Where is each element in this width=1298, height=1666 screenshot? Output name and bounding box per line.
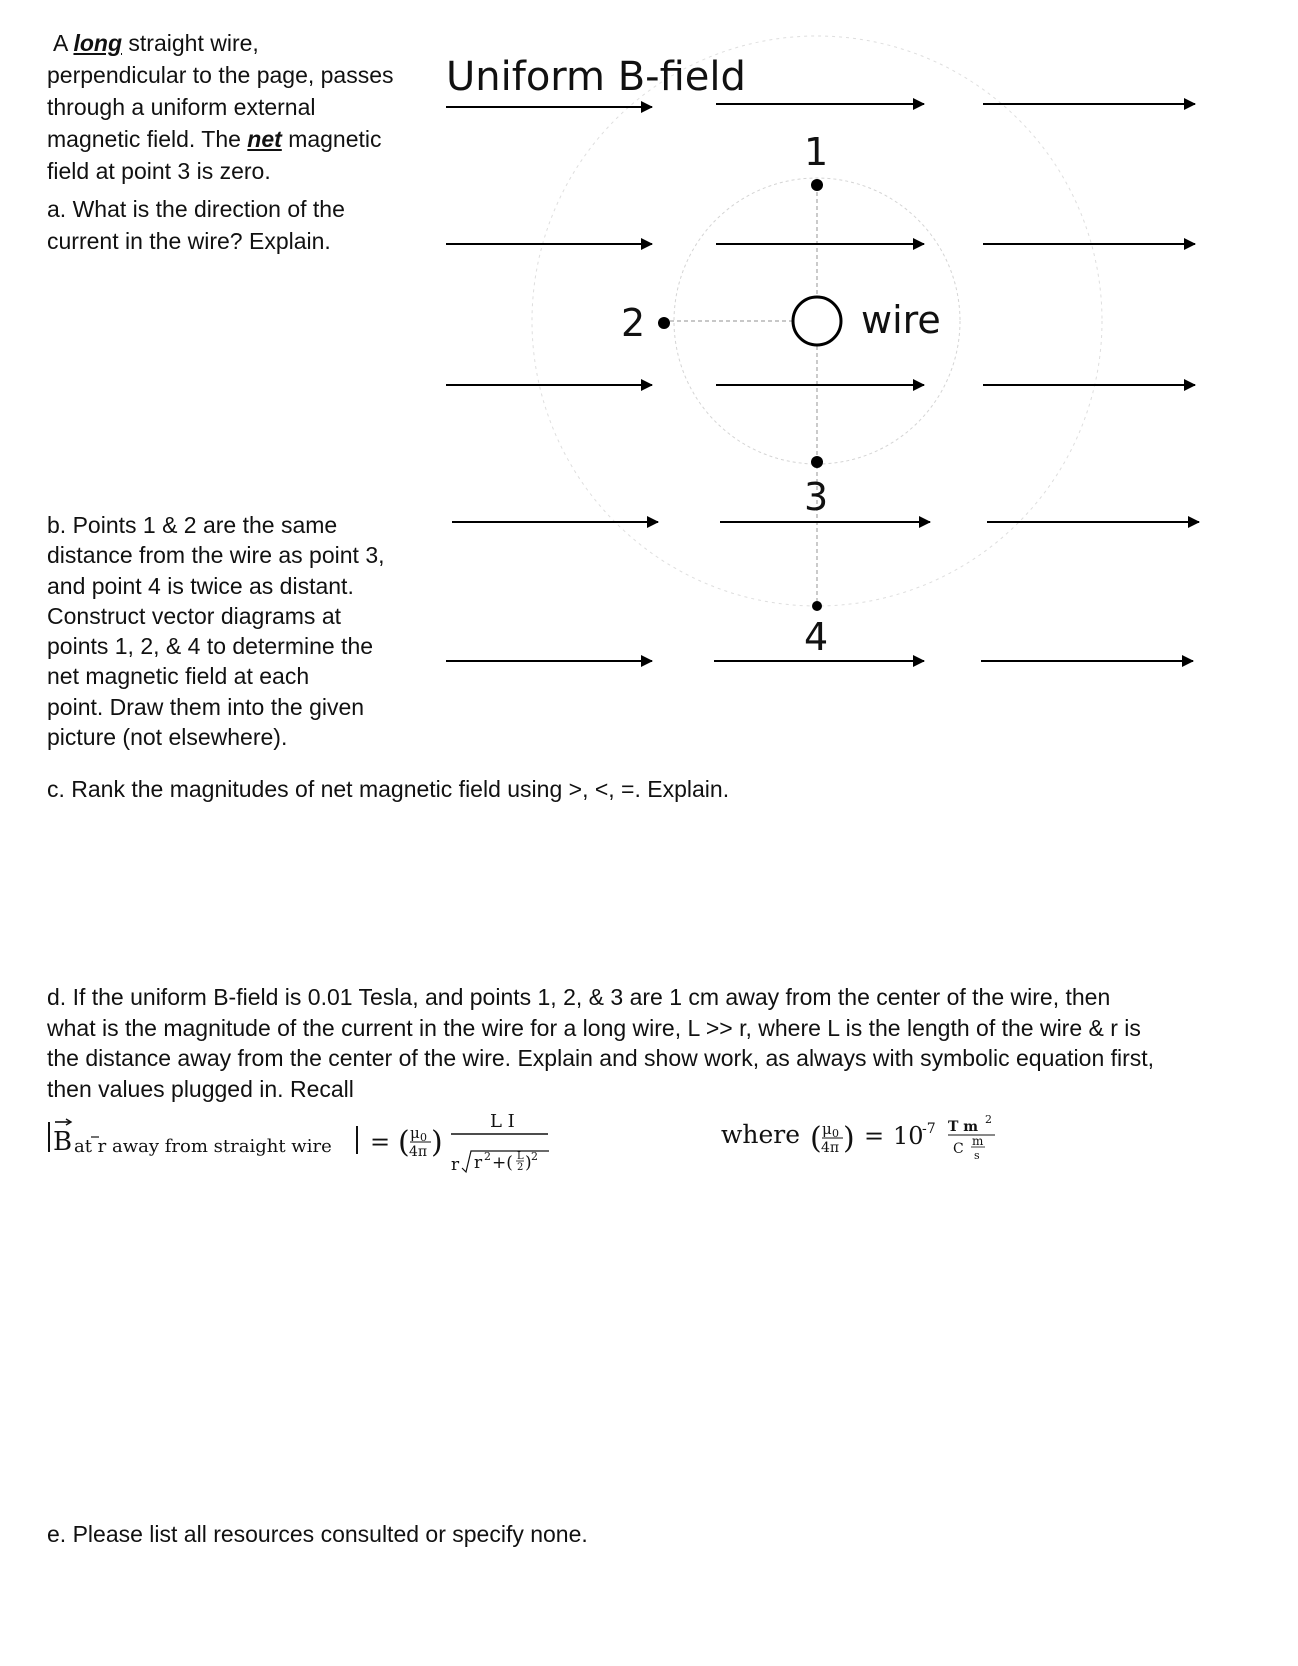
intro-line-1 [47,27,407,59]
part-b-line: distance from the wire as point 3, [47,542,385,569]
guide-circle-inner [674,178,960,464]
intro-word-a: A [53,30,68,56]
part-a-question [47,193,407,257]
denom-r: r [451,1155,460,1175]
mu-symbol-2: μ [822,1120,832,1138]
equals-sign-2: = [864,1122,885,1150]
denom-exp: 2 [531,1150,538,1163]
unit-C: C [953,1141,964,1157]
b-symbol: B [53,1127,73,1157]
unit-m: m [972,1134,984,1148]
paren-close: ) [431,1125,443,1160]
denom-plus: +( [492,1153,513,1173]
denom-r2: r [474,1153,483,1173]
emphasis-net: net [247,126,282,152]
part-c-line: c. Rank the magnitudes of net magnetic field using >, <, =. Explain. [47,776,730,802]
unit-numerator: T m [948,1119,979,1135]
wire-cross-section [793,297,841,345]
unit-numerator-exp: 2 [985,1113,992,1126]
part-e-line: e. Please list all resources consulted or specify none. [47,1521,588,1547]
intro-text-4b: magnetic [288,126,382,152]
intro-line-5: field at point 3 is zero. [47,158,271,184]
wire-label: wire [861,298,941,342]
exponent: -7 [922,1121,936,1137]
part-d-line: d. If the uniform B-field is 0.01 Tesla, and points 1, 2, & 3 are 1 cm away from the center of the wire, then [47,984,1111,1010]
mu-subscript-2: 0 [832,1127,839,1140]
denom-two: 2 [517,1162,524,1173]
part-b-line: b. Points 1 & 2 are the same [47,512,338,538]
denom-r2-exp: 2 [484,1150,491,1163]
intro-paragraph [47,27,407,187]
point-2-dot [658,317,670,329]
point-4-label: 4 [804,615,829,659]
intro-line-3: through a uniform external [47,94,316,120]
guide-circle-outer [532,36,1102,606]
b-vector-arrowhead [66,1119,71,1125]
part-b-line: and point 4 is twice as distant. [47,572,354,599]
point-4-dot [812,601,822,611]
point-1-label: 1 [804,130,829,174]
intro-text-4a: magnetic field. The [47,126,241,152]
intro-text-1: straight wire, [128,30,259,56]
part-b-line: point. Draw them into the given [47,693,365,720]
paren-close-2: ) [843,1121,855,1156]
where-word: where [721,1120,801,1149]
point-1-dot [811,179,823,191]
part-b-question [47,510,407,752]
mu-symbol: μ [410,1124,420,1142]
point-2-label: 2 [621,301,646,345]
mu-subscript: 0 [420,1131,427,1144]
figure-title: Uniform B-field [446,54,746,100]
intro-line-4 [47,123,407,155]
part-d-line: then values plugged in. Recall [47,1075,354,1102]
numerator: L I [490,1111,515,1132]
four-pi-2: 4π [821,1140,840,1156]
sqrt-sign [462,1151,549,1172]
part-e-question [47,1518,588,1550]
emphasis-long: long [73,30,123,56]
denom-close: ) [525,1153,532,1173]
part-d-line: the distance away from the center of the wire. Explain and show work, as always with symbolic equation first, [47,1045,1155,1071]
intro-line-2: perpendicular to the page, passes [47,62,394,88]
paren-open-2: ( [810,1121,822,1156]
part-b-line: picture (not elsewhere). [47,724,288,751]
part-d-line: what is the magnitude of the current in the wire for a long wire, L >> r, where L is the length of the wire & r is [47,1014,1141,1041]
paren-open: ( [398,1125,410,1160]
unit-s: s [974,1149,980,1162]
equals-sign: = [370,1128,391,1156]
part-b-line: points 1, 2, & 4 to determine the [47,633,374,660]
part-a-line-1: a. What is the direction of the [47,196,345,222]
part-d-question [47,982,1247,1104]
part-b-line: Construct vector diagrams at [47,602,342,629]
point-3-dot [811,456,823,468]
point-3-label: 3 [804,475,829,519]
b-subscript: at r away from straight wire [74,1136,332,1157]
part-a-line-2: current in the wire? Explain. [47,228,331,254]
part-b-line: net magnetic field at each [47,663,310,690]
denom-L: L [517,1151,524,1162]
ten: 10 [893,1122,924,1150]
part-c-question [47,773,729,805]
four-pi: 4π [409,1144,428,1160]
